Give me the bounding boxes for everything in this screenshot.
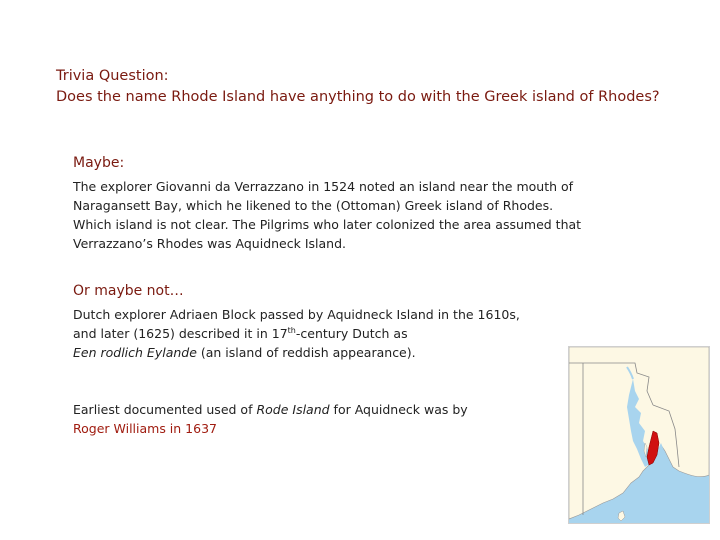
earliest-line-2: Roger Williams in 1637 xyxy=(73,421,217,436)
maybe-body xyxy=(73,177,618,253)
maybe-not-heading: Or maybe not… xyxy=(73,283,184,299)
maybe-not-line-1: Dutch explorer Adriaen Block passed by Aquidneck Island in the 1610s, xyxy=(73,307,520,322)
earliest-line-1: Earliest documented used of Rode Island for Aquidneck was by xyxy=(73,402,468,417)
maybe-heading: Maybe: xyxy=(73,155,125,171)
trivia-header xyxy=(56,66,660,108)
maybe-not-line-3: Een rodlich Eylande (an island of reddish appearance). xyxy=(73,345,416,360)
rhode-island-map xyxy=(568,346,710,524)
trivia-question: Does the name Rhode Island have anything to do with the Greek island of Rhodes? xyxy=(56,89,660,105)
maybe-not-body xyxy=(73,305,618,362)
earliest-body xyxy=(73,400,618,438)
maybe-line-2: Naragansett Bay, which he likened to the (Ottoman) Greek island of Rhodes. xyxy=(73,198,554,213)
maybe-line-4: Verrazzano’s Rhodes was Aquidneck Island. xyxy=(73,236,346,251)
maybe-not-section xyxy=(73,281,618,362)
maybe-line-3: Which island is not clear. The Pilgrims who later colonized the area assumed that xyxy=(73,217,582,232)
trivia-title: Trivia Question: xyxy=(56,68,169,84)
maybe-section xyxy=(73,153,618,253)
rhode-island-map-svg xyxy=(569,347,709,523)
earliest-section xyxy=(73,400,618,438)
maybe-not-line-2: and later (1625) described it in 17th-century Dutch as xyxy=(73,325,408,341)
maybe-line-1: The explorer Giovanni da Verrazzano in 1524 noted an island near the mouth of xyxy=(73,179,574,194)
